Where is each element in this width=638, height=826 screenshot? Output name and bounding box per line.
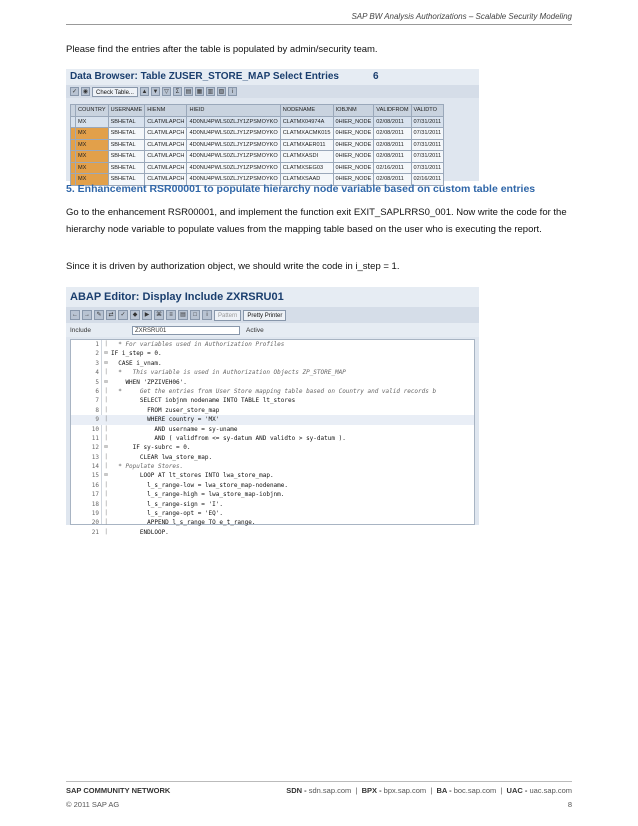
code-line[interactable] — [71, 368, 474, 377]
code-line[interactable] — [71, 490, 474, 499]
table-cell[interactable]: SBHETAL — [108, 116, 145, 128]
line-number: 6 — [95, 387, 99, 395]
table-cell[interactable]: CLATMLAPCH — [145, 128, 187, 140]
table-cell[interactable]: CLATMLAPCH — [145, 116, 187, 128]
display-change-icon[interactable]: ⇄ — [106, 310, 116, 320]
footer-link-uac[interactable]: uac.sap.com — [529, 786, 572, 795]
line-number: 13 — [91, 453, 99, 461]
code-line[interactable] — [71, 387, 474, 396]
table-cell[interactable]: 4D0NU4PWLS0ZLJY1ZPSMOYKO — [187, 128, 280, 140]
line-number: 20 — [91, 519, 99, 527]
footer-copyright: © 2011 SAP AG — [66, 800, 120, 809]
line-number: 9 — [95, 416, 99, 424]
code-text: IF i_step = 0. — [111, 350, 162, 358]
abap-editor-title: ABAP Editor: Display Include ZXRSRU01 — [66, 287, 479, 307]
code-line[interactable] — [71, 340, 474, 349]
table-cell[interactable]: SBHETAL — [108, 151, 145, 163]
table-cell[interactable]: CLATMXASDI — [280, 151, 333, 163]
check-table-button[interactable]: Check Table... — [92, 87, 138, 97]
table-row[interactable] — [71, 139, 444, 151]
forward-icon[interactable]: → — [84, 312, 90, 318]
info-icon[interactable]: i — [202, 310, 212, 320]
code-line[interactable] — [71, 518, 474, 527]
column-header[interactable]: COUNTRY — [76, 105, 109, 117]
fold-line-icon: │ — [104, 463, 108, 470]
table-cell[interactable]: 0HIER_NODE — [333, 128, 374, 140]
column-header[interactable]: NODENAME — [280, 105, 333, 117]
footer-divider — [66, 781, 572, 782]
table-cell[interactable]: MX — [76, 174, 109, 186]
table-cell[interactable]: 0HIER_NODE — [333, 116, 374, 128]
code-line[interactable] — [71, 443, 474, 452]
table-cell[interactable]: CLATMLAPCH — [145, 139, 187, 151]
fold-line-icon: │ — [104, 434, 108, 441]
code-text: AND ( validfrom <= sy-datum AND validto > sy-datum ). — [111, 434, 346, 442]
table-cell[interactable]: SBHETAL — [108, 162, 145, 174]
table-cell[interactable]: CLATMXSEG03 — [280, 162, 333, 174]
line-number: 7 — [95, 397, 99, 405]
code-line[interactable] — [71, 415, 474, 424]
print-icon[interactable]: ▤ — [185, 89, 192, 95]
tools-icon[interactable]: ✎ — [94, 310, 104, 320]
fold-line-icon: │ — [104, 341, 108, 347]
table-cell[interactable]: CLATMLAPCH — [145, 151, 187, 163]
hierarchy-icon[interactable]: ≡ — [166, 310, 176, 320]
line-number: 3 — [95, 359, 99, 367]
code-line[interactable] — [71, 528, 474, 537]
code-line[interactable] — [71, 349, 474, 358]
code-text: IF sy-subrc = 0. — [111, 444, 191, 452]
fold-line-icon: │ — [104, 406, 108, 413]
table-cell[interactable]: 4D0NU4PWLS0ZLJY1ZPSMOYKO — [187, 162, 280, 174]
line-number: 12 — [91, 444, 99, 452]
line-number: 14 — [91, 463, 99, 471]
table-cell[interactable]: 0HIER_NODE — [333, 151, 374, 163]
table-header-row — [71, 105, 444, 117]
filter-icon[interactable]: ▽ — [162, 87, 171, 96]
table-row[interactable] — [71, 162, 444, 174]
fold-line-icon: │ — [104, 425, 108, 432]
code-text: FROM zuser_store_map — [111, 406, 220, 414]
code-text: * This variable is used in Authorization Objects ZP_STORE_MAP — [111, 369, 346, 377]
table-cell[interactable]: CLATMXACMK015 — [280, 128, 333, 140]
collapse-icon[interactable]: ⊟ — [104, 378, 108, 385]
code-text: SELECT iobjnm nodename INTO TABLE lt_stores — [111, 397, 296, 405]
collapse-icon[interactable]: ⊟ — [104, 350, 108, 357]
export-icon[interactable]: ▦ — [196, 89, 203, 95]
fold-line-icon: │ — [104, 500, 108, 507]
code-text: CLEAR lwa_store_map. — [111, 453, 213, 461]
code-line[interactable] — [71, 500, 474, 509]
fold-line-icon: │ — [104, 397, 108, 404]
object-list-icon[interactable]: ▤ — [178, 310, 188, 320]
line-number: 15 — [91, 472, 99, 480]
table-cell[interactable]: CLATMXSAAD — [280, 174, 333, 186]
table-cell[interactable]: 4D0NU4PWLS0ZLJY1ZPSMOYKO — [187, 116, 280, 128]
code-line[interactable] — [71, 359, 474, 368]
table-cell[interactable]: 07/31/2011 — [411, 116, 444, 128]
code-text: APPEND l_s_range TO e_t_range. — [111, 519, 256, 527]
footer-link-bpx[interactable]: bpx.sap.com — [383, 786, 427, 795]
table-cell[interactable]: 07/31/2011 — [411, 151, 444, 163]
table-cell[interactable]: 4D0NU4PWLS0ZLJY1ZPSMOYKO — [187, 174, 280, 186]
collapse-icon[interactable]: ⊟ — [104, 444, 108, 451]
code-text: CASE i_vnam. — [111, 359, 162, 367]
sort-ascending-icon[interactable]: ▲ — [141, 89, 148, 95]
collapse-icon[interactable]: ⊟ — [104, 359, 108, 366]
code-line[interactable] — [71, 471, 474, 480]
include-label: Include — [70, 326, 91, 334]
code-line[interactable] — [71, 378, 474, 387]
data-browser-title: Data Browser: Table ZUSER_STORE_MAP Select Entries 6 — [66, 69, 479, 85]
code-editor[interactable] — [70, 339, 475, 536]
table-cell[interactable]: 0HIER_NODE — [333, 162, 374, 174]
table-cell[interactable]: MX — [76, 162, 109, 174]
column-header[interactable]: VALIDFROM — [374, 105, 411, 117]
section-heading: 5. Enhancement RSR00001 to populate hierarchy node variable based on custom table entries — [66, 183, 536, 195]
fold-line-icon: │ — [104, 369, 108, 376]
include-field[interactable]: ZXRSRU01 — [132, 326, 240, 335]
line-number: 16 — [91, 481, 99, 489]
code-line[interactable] — [71, 406, 474, 415]
column-header[interactable]: VALIDTO — [411, 105, 444, 117]
execute-icon[interactable]: ✓ — [71, 89, 78, 95]
column-header[interactable]: USERNAME — [108, 105, 145, 117]
table-row[interactable] — [71, 116, 444, 128]
table-cell[interactable]: CLATMLAPCH — [145, 174, 187, 186]
line-number: 4 — [95, 369, 99, 377]
column-header[interactable]: HIEID — [187, 105, 280, 117]
table-row[interactable] — [71, 128, 444, 140]
code-text: AND username = sy-uname — [111, 425, 238, 433]
table-cell[interactable]: 02/08/2011 — [374, 116, 411, 128]
section-paragraph-2: Since it is driven by authorization object, we should write the code in i_step = 1. — [66, 261, 400, 272]
line-number: 10 — [91, 425, 99, 433]
code-text: l_s_range-sign = 'I'. — [111, 500, 223, 508]
entry-count: 6 — [372, 71, 379, 82]
table-row[interactable] — [71, 151, 444, 163]
code-text: LOOP AT lt_stores INTO lwa_store_map. — [111, 472, 274, 480]
sum-icon[interactable]: Σ — [173, 87, 182, 96]
footer-network: SAP COMMUNITY NETWORK — [66, 786, 171, 795]
grid-icon[interactable]: ▧ — [218, 89, 225, 95]
running-header: SAP BW Analysis Authorizations – Scalable Security Modeling — [351, 12, 572, 21]
code-line[interactable] — [71, 396, 474, 405]
table-cell[interactable]: 4D0NU4PWLS0ZLJY1ZPSMOYKO — [187, 151, 280, 163]
table-cell[interactable]: SBHETAL — [108, 128, 145, 140]
table-cell[interactable]: 02/08/2011 — [374, 151, 411, 163]
include-bar — [66, 323, 479, 337]
table-cell[interactable]: CLATMXAER011 — [280, 139, 333, 151]
table-cell[interactable]: 02/16/2011 — [411, 174, 444, 186]
collapse-icon[interactable]: ⊟ — [104, 472, 108, 479]
activate-icon[interactable]: ◆ — [130, 310, 140, 320]
line-number: 1 — [95, 341, 99, 348]
table-cell[interactable]: CLATMLAPCH — [145, 162, 187, 174]
pattern-button[interactable]: Pattern — [214, 310, 241, 321]
code-line[interactable] — [71, 425, 474, 434]
table-cell[interactable]: 02/08/2011 — [374, 139, 411, 151]
abap-editor-screenshot — [66, 287, 479, 536]
header-divider — [66, 24, 572, 25]
table-cell[interactable]: 07/31/2011 — [411, 139, 444, 151]
code-line[interactable] — [71, 434, 474, 443]
table-cell[interactable]: 07/31/2011 — [411, 128, 444, 140]
table-cell[interactable]: 02/16/2011 — [374, 162, 411, 174]
check-icon[interactable]: ✓ — [118, 310, 128, 320]
status-label: Active — [246, 326, 264, 334]
sort-descending-icon[interactable]: ▼ — [152, 89, 159, 95]
fold-line-icon: │ — [104, 481, 108, 488]
code-text: ENDLOOP. — [111, 528, 169, 536]
table-cell[interactable]: 0HIER_NODE — [333, 174, 374, 186]
info-icon[interactable]: i — [228, 87, 237, 96]
fold-line-icon: │ — [104, 416, 108, 423]
line-number: 18 — [91, 500, 99, 508]
table-cell[interactable]: SBHETAL — [108, 139, 145, 151]
fold-line-icon: │ — [104, 491, 108, 498]
table-cell[interactable]: 0HIER_NODE — [333, 139, 374, 151]
code-line[interactable] — [71, 481, 474, 490]
table-cell[interactable]: 02/08/2011 — [374, 174, 411, 186]
line-number: 11 — [91, 434, 99, 442]
abap-editor-toolbar — [66, 307, 479, 323]
window-icon[interactable]: □ — [190, 310, 200, 320]
table-cell[interactable]: 07/31/2011 — [411, 162, 444, 174]
layout-icon[interactable]: ▥ — [207, 89, 214, 95]
code-text: * For variables used in Authorization Profiles — [111, 341, 285, 348]
entries-table — [70, 104, 444, 186]
intro-paragraph: Please find the entries after the table is populated by admin/security team. — [66, 44, 378, 55]
table-cell[interactable]: MX — [76, 151, 109, 163]
table-cell[interactable]: SBHETAL — [108, 174, 145, 186]
fold-line-icon: │ — [104, 387, 108, 394]
line-number: 5 — [95, 378, 99, 386]
page-number: 8 — [567, 800, 572, 809]
column-header[interactable]: HIENM — [145, 105, 187, 117]
footer-link-ba[interactable]: boc.sap.com — [453, 786, 497, 795]
footer-link-sdn[interactable]: sdn.sap.com — [308, 786, 352, 795]
line-number: 8 — [95, 406, 99, 414]
code-text: l_s_range-high = lwa_store_map-iobjnm. — [111, 491, 285, 499]
code-text: WHERE country = 'MX' — [111, 416, 220, 424]
section-paragraph-1: Go to the enhancement RSR00001, and implement the function exit EXIT_SAPLRRS0_001. Now write the code for the hierarchy node variable to populate values from the mapping table based on the user who is executing the report. — [66, 207, 567, 235]
fold-line-icon: │ — [104, 519, 108, 526]
fold-line-icon: │ — [104, 510, 108, 517]
code-line[interactable] — [71, 453, 474, 462]
line-number: 2 — [95, 350, 99, 358]
back-icon[interactable]: ← — [72, 312, 78, 318]
data-browser-toolbar — [66, 85, 479, 98]
column-header[interactable]: IOBJNM — [333, 105, 374, 117]
table-cell[interactable]: 4D0NU4PWLS0ZLJY1ZPSMOYKO — [187, 139, 280, 151]
line-number: 21 — [91, 528, 99, 536]
line-number: 17 — [91, 491, 99, 499]
table-cell[interactable]: MX — [76, 116, 109, 128]
data-browser-screenshot — [66, 69, 479, 181]
code-text: * Populate Stores. — [111, 463, 184, 471]
pretty-printer-button[interactable]: Pretty Printer — [243, 310, 286, 321]
footer-links: SDN - sdn.sap.com | BPX - bpx.sap.com | BA - boc.sap.com | UAC - uac.sap.com — [286, 786, 572, 795]
code-text: l_s_range-low = lwa_store_map-nodename. — [111, 481, 289, 489]
code-line[interactable] — [71, 509, 474, 518]
code-text: l_s_range-opt = 'EQ'. — [111, 510, 223, 518]
fold-line-icon: │ — [104, 528, 108, 535]
table-cell[interactable]: 02/08/2011 — [374, 128, 411, 140]
fold-line-icon: │ — [104, 453, 108, 460]
line-number: 19 — [91, 510, 99, 518]
code-line[interactable] — [71, 462, 474, 471]
code-text: * Get the entries from User Store mapping table based on Country and valid records b — [111, 387, 437, 395]
table-cell[interactable]: MX — [76, 139, 109, 151]
code-text: WHEN 'ZPZIVEH06'. — [111, 378, 187, 386]
table-cell[interactable]: CLATMX04974A — [280, 116, 333, 128]
display-icon[interactable]: ◉ — [82, 89, 89, 95]
test-icon[interactable]: ▶ — [142, 310, 152, 320]
table-cell[interactable]: MX — [76, 128, 109, 140]
where-used-icon[interactable]: ⌘ — [156, 312, 162, 318]
